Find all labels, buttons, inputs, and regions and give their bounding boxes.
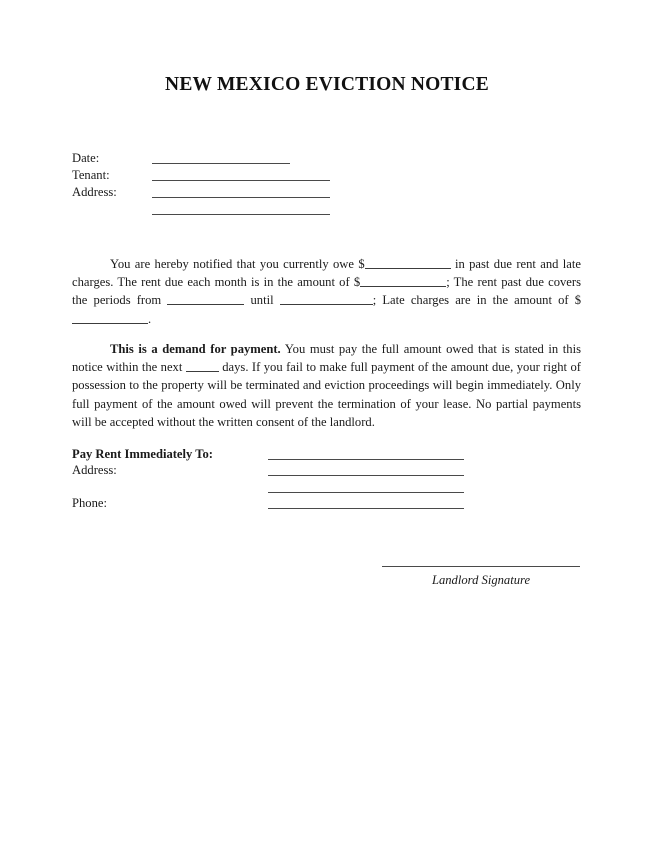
payment-recipient-group — [72, 446, 552, 512]
paragraph-1-text-1: You are hereby notified that you currently owe $ — [110, 257, 365, 271]
signature-input-line[interactable] — [382, 566, 580, 567]
signature-caption: Landlord Signature — [431, 573, 531, 587]
payto-row-address-continued — [72, 479, 552, 495]
notice-paragraph-demand — [72, 340, 581, 431]
field-label-date: Date: — [72, 151, 100, 165]
blank-days-to-pay[interactable] — [186, 359, 219, 372]
payto-input-recipient[interactable] — [268, 459, 464, 460]
field-input-date[interactable] — [152, 163, 290, 164]
blank-period-until[interactable] — [280, 292, 373, 305]
payto-input-address-line-1[interactable] — [268, 475, 464, 476]
signature-block — [382, 566, 580, 588]
blank-period-from[interactable] — [167, 292, 244, 305]
payto-label-phone: Phone: — [72, 496, 107, 511]
payto-row-phone — [72, 495, 552, 511]
field-row-address-continued — [72, 201, 532, 218]
paragraph-1-text-6: . — [148, 311, 152, 326]
field-label-tenant: Tenant: — [72, 168, 110, 182]
payto-label-recipient: Pay Rent Immediately To: — [72, 447, 213, 461]
field-row-address — [72, 184, 532, 201]
paragraph-1-text-2: in past due rent and late charges. The rent due each month is in the amount of $ — [72, 257, 581, 290]
payto-row-recipient — [72, 446, 552, 462]
page-title: NEW MEXICO EVICTION NOTICE — [165, 74, 489, 95]
payto-label-address: Address: — [72, 463, 117, 478]
payto-row-address — [72, 462, 552, 478]
payto-input-address-line-2[interactable] — [268, 492, 464, 493]
demand-lead-bold: This is a demand for payment. — [110, 342, 281, 356]
header-fields-group — [72, 150, 532, 218]
blank-monthly-rent[interactable] — [360, 274, 446, 287]
field-input-tenant[interactable] — [152, 180, 330, 181]
paragraph-1-text-4: until — [244, 293, 280, 308]
blank-total-owed[interactable] — [365, 256, 451, 269]
field-row-date — [72, 150, 532, 167]
paragraph-2-text-2: days. If you fail to make full payment of the amount due, your right of possession to the property will be terminated and eviction proceedings will begin immediately. Only full payment of the amount owed will prevent the termination of your lease. No partial payments will be accepted without the written consent of the landlord. — [72, 360, 581, 429]
paragraph-1-text-3: ; The rent past due covers the periods from — [72, 275, 581, 308]
notice-paragraph-amounts-owed — [72, 255, 581, 328]
paragraph-1-text-5: ; Late charges are in the amount of $ — [372, 293, 581, 308]
field-input-address-line-1[interactable] — [152, 197, 330, 198]
field-label-address: Address: — [72, 185, 117, 199]
paragraph-2-text-1: You must pay the full amount owed that is stated in this notice within the next — [72, 342, 581, 375]
payto-input-phone[interactable] — [268, 508, 464, 509]
blank-late-charges[interactable] — [72, 311, 148, 324]
field-row-tenant — [72, 167, 532, 184]
field-input-address-line-2[interactable] — [152, 214, 330, 215]
